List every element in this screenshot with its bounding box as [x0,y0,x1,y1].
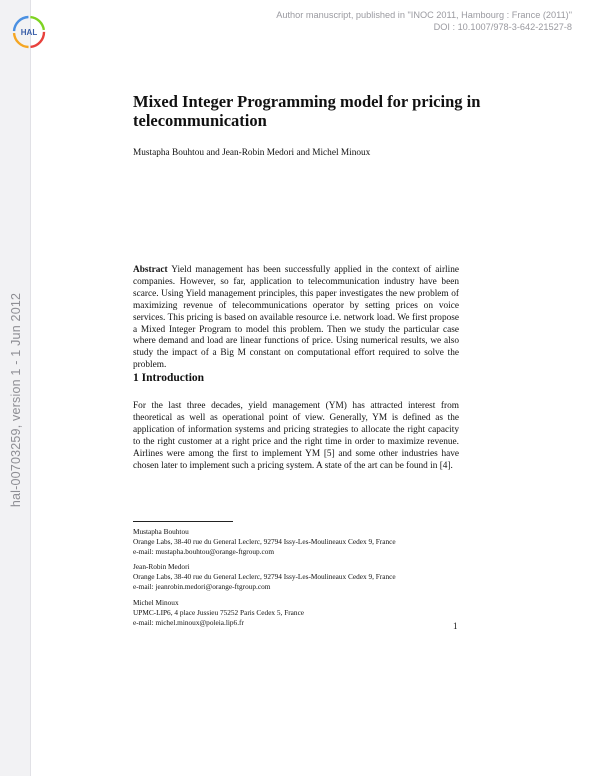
doi-note: DOI : 10.1007/978-3-642-21527-8 [433,22,572,32]
affiliation-footnotes [133,527,473,633]
left-margin-strip [0,0,31,776]
abstract-label: Abstract [133,265,168,275]
affiliation-address: Orange Labs, 38-40 rue du General Leclerc, 92794 Issy-Les-Moulineaux Cedex 9, France [133,537,396,547]
affiliation-block [133,598,473,628]
hal-logo-text: HAL [20,28,38,37]
affiliation-name: Mustapha Bouhtou [133,527,189,536]
abstract-paragraph [133,265,459,372]
affiliation-address: UPMC-LIP6, 4 place Jussieu 75252 Paris Cedex 5, France [133,607,305,617]
publication-header [276,9,572,33]
section-heading-introduction: 1 Introduction [133,372,205,384]
affiliation-name: Jean-Robin Medori [133,562,190,572]
publication-note: Author manuscript, published in "INOC 2011, Hambourg : France (2011)" [276,10,572,20]
affiliation-email: e-mail: michel.minoux@poleia.lip6.fr [133,617,244,627]
hal-side-stamp: hal-00703259, version 1 - 1 Jun 2012 [9,292,23,508]
introduction-paragraph: For the last three decades, yield management (YM) has attracted interest from theoretical as well as operational point of view. Generally, YM is defined as the application of information systems and pricing strategies to allocate the right capacity to the right customer at a right price and the right time in order to maximize revenue. Airlines were among the first to implement YM [5] and some other industries have chosen later to implement such a pricing system. A state of the art can be found in [4]. [133,401,459,471]
author-list: Mustapha Bouhtou and Jean-Robin Medori and Michel Minoux [133,148,371,158]
affiliation-name: Michel Minoux [133,597,179,607]
page-number: 1 [453,621,458,631]
affiliation-block [133,527,473,557]
abstract-text: Yield management has been successfully applied in the context of airline companies. However, so far, application to telecommunication industry have been scarce. Using Yield management principles, this paper investigates the new problem of maximizing revenue of telecommunications operator by setting prices on voice services. This pricing is based on available resource i.e. network load. We first propose a Mixed Integer Program to model this problem. Then we study the particular case where demand and load are linear functions of price. Using numerical results, we also study the impact of a Big M constant on computational effort required to solve the problem. [133,265,459,371]
affiliation-block [133,562,473,592]
affiliation-email: e-mail: jeanrobin.medori@orange-ftgroup.com [133,582,271,592]
affiliation-email: e-mail: mustapha.bouhtou@orange-ftgroup.com [133,547,275,557]
affiliation-address: Orange Labs, 38-40 rue du General Leclerc, 92794 Issy-Les-Moulineaux Cedex 9, France [133,572,396,582]
footnote-divider [133,521,233,522]
paper-title: Mixed Integer Programming model for pricing in telecommunication [133,92,481,130]
hal-logo [8,10,50,50]
